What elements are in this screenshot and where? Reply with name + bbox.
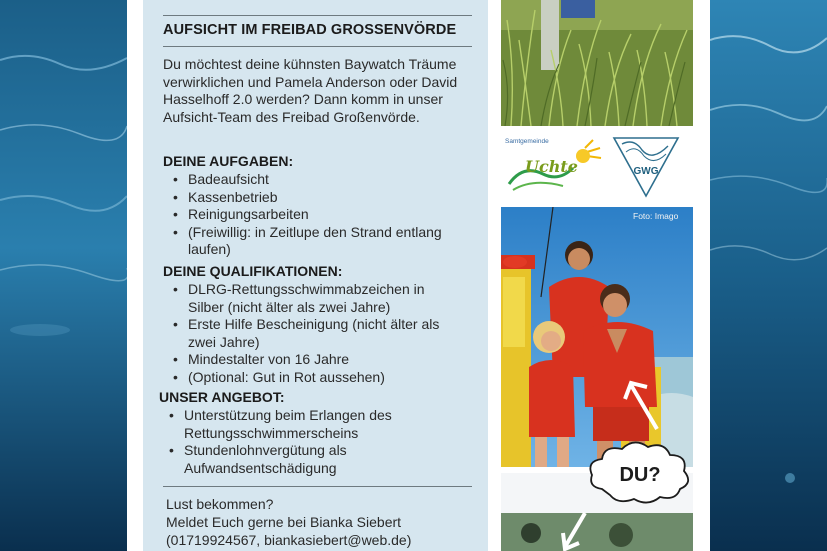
contact-block (166, 495, 476, 549)
list-item: • (Freiwillig: in Zeitlupe den Strand entlang laufen) (163, 224, 463, 259)
list-item: • Erste Hilfe Bescheinigung (nicht älter als zwei Jahre) (163, 316, 463, 351)
list-item: • Kassenbetrieb (163, 189, 463, 207)
intro-paragraph: Du möchtest deine kühnsten Baywatch Träume verwirklichen und Pamela Anderson oder David Hasselhoff 2.0 werden? Dann komm in unser Aufsicht-Team des Freibad Großenvörde. (163, 56, 458, 125)
photo-credit: Foto: Imago (633, 211, 679, 221)
list-item: • DLRG-Rettungsschwimmabzeichen in Silber (nicht älter als zwei Jahre) (163, 281, 463, 316)
water-background-left (0, 0, 127, 551)
section-heading-qualifikationen: DEINE QUALIFIKATIONEN: (163, 263, 343, 279)
samtgemeinde-uchte-logo (503, 134, 603, 200)
poster-headline: AUFSICHT IM FREIBAD GROSSENVÖRDE (163, 22, 457, 38)
contact-line-3: (01719924567, biankasiebert@web.de) (166, 532, 412, 548)
list-qualifikationen (163, 281, 463, 386)
water-background-right (710, 0, 827, 551)
contact-divider (163, 486, 472, 487)
list-angebot (159, 407, 464, 477)
gwg-logo (612, 134, 680, 200)
top-divider (163, 15, 472, 16)
lifeguard-photo (501, 207, 693, 467)
headline-divider (163, 46, 472, 47)
list-item: • Unterstützung beim Erlangen des Rettungsschwimmerscheins (159, 407, 464, 442)
contact-line-2: Meldet Euch gerne bei Bianka Siebert (166, 514, 402, 530)
list-item: • Reinigungsarbeiten (163, 206, 463, 224)
list-item: • Badeaufsicht (163, 171, 463, 189)
logo-name-text: Uchte (525, 157, 578, 176)
gwg-letters: GWG (633, 166, 659, 177)
section-heading-aufgaben: DEINE AUFGABEN: (163, 153, 294, 169)
section-heading-angebot: UNSER ANGEBOT: (159, 389, 285, 405)
grass-photo (501, 0, 693, 126)
list-aufgaben (163, 171, 463, 259)
logo-top-text: Samtgemeinde (505, 138, 549, 145)
contact-line-1: Lust bekommen? (166, 496, 274, 512)
list-item: • (Optional: Gut in Rot aussehen) (163, 369, 463, 387)
list-item: • Mindestalter von 16 Jahre (163, 351, 463, 369)
speech-bubble-text: DU? (619, 464, 661, 486)
list-item: • Stundenlohnvergütung als Aufwandsentschädigung (159, 442, 464, 477)
